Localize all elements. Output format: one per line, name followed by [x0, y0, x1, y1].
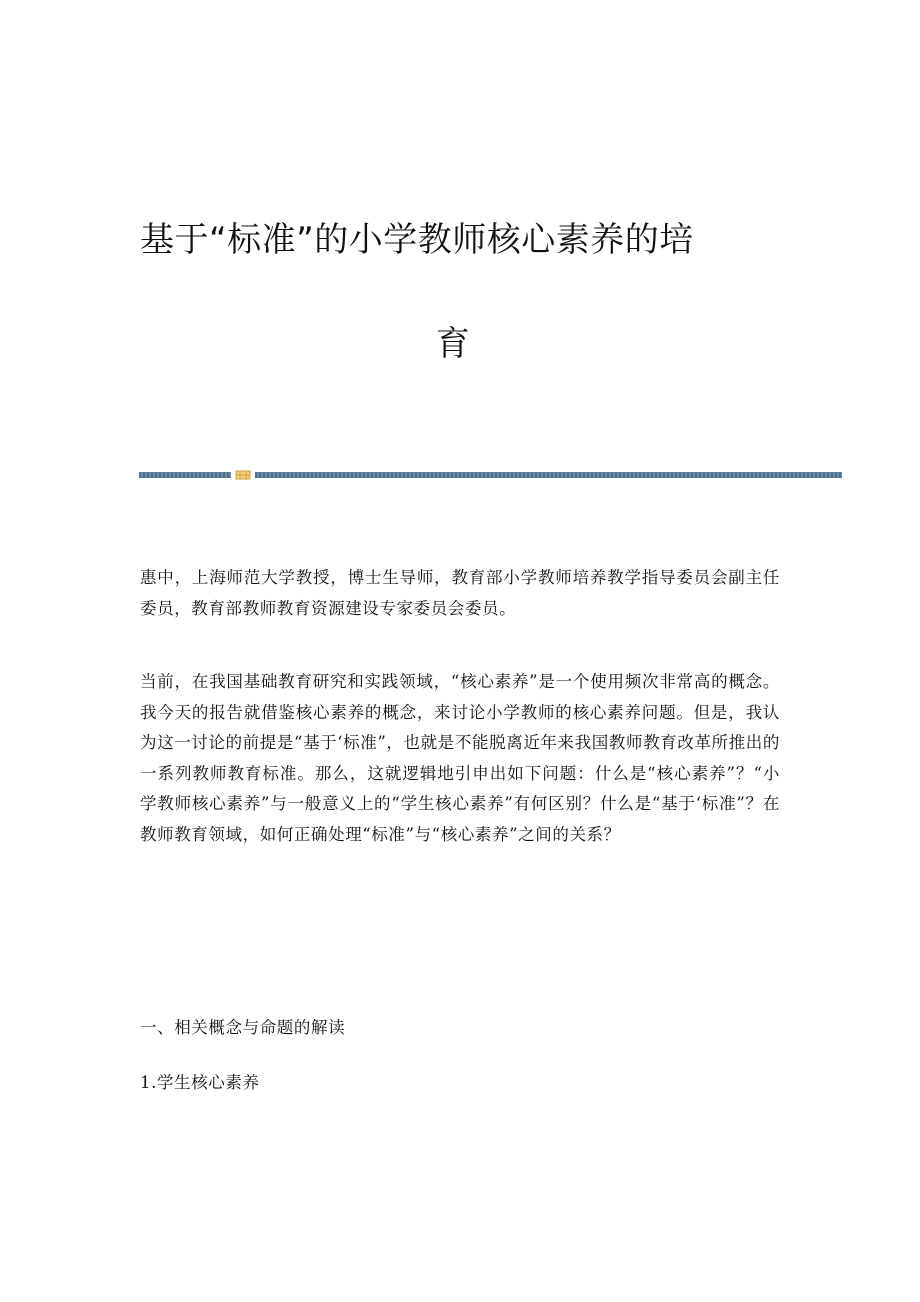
- section-heading: 一、相关概念与命题的解读: [140, 1018, 346, 1037]
- page-title: [130, 188, 790, 396]
- title-divider: [139, 470, 842, 480]
- divider-left-bar: [139, 472, 231, 478]
- divider-ornament-icon: [235, 470, 251, 480]
- author-bio-paragraph: 惠中，上海师范大学教授，博士生导师，教育部小学教师培养教学指导委员会副主任委员，教育部教师教育资源建设专家委员会委员。: [140, 568, 780, 618]
- divider-right-bar: [255, 472, 842, 478]
- intro-paragraph: 当前，在我国基础教育研究和实践领域，“核心素养”是一个使用频次非常高的概念。我今天的报告就借鉴核心素养的概念，来讨论小学教师的核心素养问题。但是，我认为这一讨论的前提是“基于‘标准”，也就是不能脱离近年来我国教师教育改革所推出的一系列教师教育标准。那么，这就逻辑地引申出如下问题：什么是“核心素养”？“小学教师核心素养”与一般意义上的“学生核心素养”有何区别？什么是“基于‘标准”？在教师教育领域，如何正确处理“标准”与“核心素养”之间的关系？: [140, 672, 780, 844]
- title-line-2: 育: [435, 324, 471, 364]
- subsection-heading: 1.学生核心素养: [140, 1073, 260, 1092]
- title-line-1: 基于“标准”的小学教师核心素养的培: [140, 220, 694, 260]
